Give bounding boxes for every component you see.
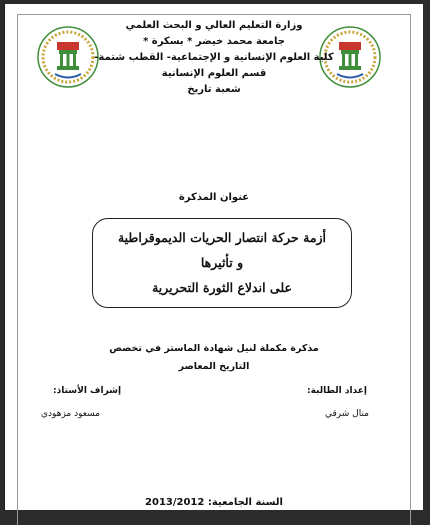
thesis-title-line-1: أزمة حركة انتصار الحريات الديموقراطية	[117, 230, 327, 245]
supervisor-name: مسعود مزهودي	[41, 409, 100, 419]
student-name: منال شرقي	[325, 409, 369, 419]
thesis-title-line-2: و تأثيرها	[200, 255, 244, 270]
university-line: جامعة محمد خيضر * بسكرة *	[143, 36, 285, 47]
purpose-line-1: مذكرة مكملة لنيل شهادة الماستر في تخصص	[109, 343, 319, 354]
department-line: قسم العلوم الإنسانية	[161, 68, 267, 79]
degree-purpose	[5, 340, 423, 376]
branch-line: شعبة تاريخ	[187, 84, 241, 95]
ministry-line: وزارة التعليم العالي و البحث العلمي	[125, 20, 303, 31]
preparation-label: إعداد الطالبة:	[307, 386, 367, 396]
memo-title-label: عنوان المذكرة	[178, 192, 250, 203]
faculty-line: كلية العلوم الإنسانية و الإجتماعية- القطب شتمة-	[94, 52, 334, 63]
academic-year: السنة الجامعية: 2013/2012	[145, 497, 283, 508]
purpose-line-2: التاريخ المعاصر	[178, 361, 250, 372]
document-page	[4, 4, 423, 510]
thesis-title-line-3: على اندلاع الثورة التحريرية	[152, 280, 292, 295]
institution-header	[5, 18, 423, 98]
supervision-label: إشراف الأستاذ:	[53, 386, 122, 396]
thesis-title-box	[92, 218, 352, 308]
